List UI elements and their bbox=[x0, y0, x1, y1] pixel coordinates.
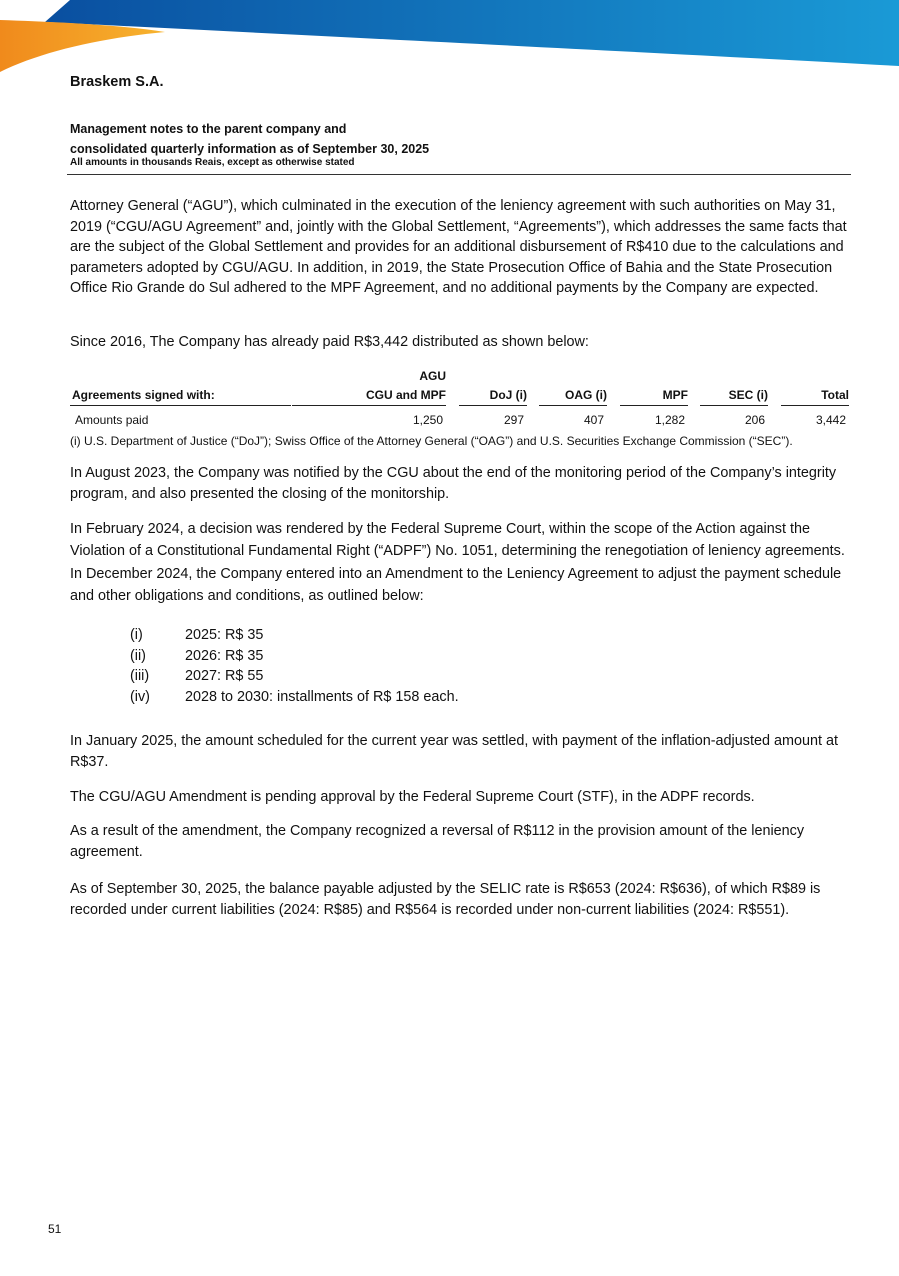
header-banner bbox=[0, 0, 899, 80]
table-col-total: Total bbox=[821, 388, 849, 402]
paragraph-provision-reversal: As a result of the amendment, the Company recognized a reversal of R$112 in the provision amount of the leniency agreement. bbox=[70, 823, 805, 860]
paragraph-amendment: In February 2024, a decision was rendered by the Federal Supreme Court, within the scope of the Action against the Violation of a Constitutional Fundamental Right (“ADPF”) No. 1051, determining the renegotiation of leniency agreements. In December 2024, the Company entered into an Amendment to the Leniency Agreement to adjust the payment schedule and other obligations and conditions, as outlined below: bbox=[70, 521, 845, 604]
paragraph-agu-agreement: Attorney General (“AGU”), which culminated in the execution of the leniency agreement with such authorities on May 31, 2019 (“CGU/AGU Agreement” and, jointly with the Global Settlement, “Agreements”), which addresses the same facts that are the subject of the Global Settlement and provides for an additional disbursement of R$410 due to the calculations and parameters adopted by CGU/AGU. In addition, in 2019, the State Prosecution Office of Bahia and the State Prosecution Office Rio Grande do Sul adhered to the MPF Agreement, and no additional payments by the Company are expected. bbox=[70, 198, 847, 297]
table-underline bbox=[539, 405, 607, 406]
paragraph-stf-approval: The CGU/AGU Amendment is pending approval by the Federal Supreme Court (STF), in the ADPF records. bbox=[70, 789, 755, 805]
list-item-number: (iii) bbox=[130, 668, 150, 685]
table-cell-oag: 407 bbox=[583, 413, 604, 427]
paragraph-january-payment: In January 2025, the amount scheduled for the current year was settled, with payment of the inflation-adjusted amount at R$37. bbox=[70, 733, 838, 770]
document-title bbox=[70, 119, 429, 159]
table-underline bbox=[620, 405, 688, 406]
document-subtitle: All amounts in thousands Reais, except as otherwise stated bbox=[70, 157, 355, 168]
table-col-sec: SEC (i) bbox=[728, 388, 768, 402]
table-cell-sec: 206 bbox=[744, 413, 765, 427]
document-title-line2: consolidated quarterly information as of September 30, 2025 bbox=[70, 142, 430, 156]
table-cell-agu: 1,250 bbox=[412, 413, 443, 427]
list-item-number: (iv) bbox=[130, 688, 150, 705]
table-col-oag: OAG (i) bbox=[565, 388, 607, 402]
table-underline bbox=[781, 405, 849, 406]
table-col-agu-bottom: CGU and MPF bbox=[366, 388, 446, 402]
table-col-doj: DoJ (i) bbox=[489, 388, 527, 402]
header-divider bbox=[67, 174, 851, 175]
list-item-text: 2027: R$ 55 bbox=[185, 668, 264, 685]
table-row-label: Amounts paid bbox=[75, 413, 149, 427]
table-col-mpf: MPF bbox=[662, 388, 688, 402]
list-item-text: 2028 to 2030: installments of R$ 158 each. bbox=[185, 688, 459, 705]
list-item-number: (ii) bbox=[130, 647, 146, 664]
list-item-text: 2025: R$ 35 bbox=[185, 627, 264, 643]
table-underline bbox=[459, 405, 527, 406]
table-footnote: (i) U.S. Department of Justice (“DoJ”); Swiss Office of the Attorney General (“OAG”) and U.S. Securities Exchange Commission (“SEC”). bbox=[70, 434, 793, 448]
table-cell-doj: 297 bbox=[503, 413, 524, 427]
paragraph-payments-intro: Since 2016, The Company has already paid R$3,442 distributed as shown below: bbox=[70, 334, 589, 350]
table-cell-mpf: 1,282 bbox=[654, 413, 685, 427]
table-cell-total: 3,442 bbox=[815, 413, 846, 427]
paragraph-balance-payable: As of September 30, 2025, the balance payable adjusted by the SELIC rate is R$653 (2024: R$636), of which R$89 is recorded under current liabilities (2024: R$85) and R$564 is recorded under non-current liabilities (2024: R$551). bbox=[70, 881, 821, 918]
table-col-agu-top: AGU bbox=[419, 369, 446, 383]
list-item-number: (i) bbox=[130, 627, 143, 643]
list-item-text: 2026: R$ 35 bbox=[185, 647, 264, 664]
document-title-line1: Management notes to the parent company and bbox=[70, 122, 347, 136]
table-row-header: Agreements signed with: bbox=[72, 388, 215, 402]
page-number: 51 bbox=[48, 1222, 62, 1236]
table-underline bbox=[292, 405, 446, 406]
table-underline bbox=[700, 405, 768, 406]
paragraph-monitorship: In August 2023, the Company was notified by the CGU about the end of the monitoring period of the Company’s integrity program, and also presented the closing of the monitorship. bbox=[70, 465, 837, 502]
company-name: Braskem S.A. bbox=[70, 74, 164, 90]
table-underline bbox=[70, 405, 291, 406]
